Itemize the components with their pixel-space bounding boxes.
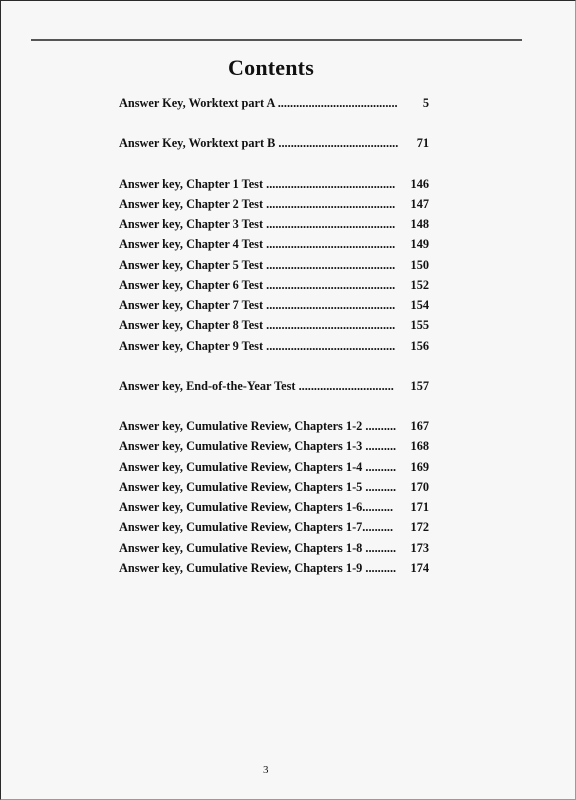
toc-page-number: 147: [410, 196, 429, 211]
toc-row: [119, 133, 429, 153]
section-gap: [119, 356, 429, 376]
toc-entry: Answer key, Chapter 4 Test ..........................................: [119, 237, 396, 252]
toc-entry: Answer Key, Worktext part B .......................................: [119, 136, 399, 151]
section-gap: [119, 154, 429, 174]
page-title: Contents: [228, 55, 314, 80]
toc-page-number: 154: [410, 298, 429, 312]
toc-page-number: 152: [410, 277, 429, 292]
toc-row: [119, 376, 429, 396]
toc-page-number: 173: [410, 540, 429, 555]
toc-row: [119, 517, 429, 537]
toc-entry: Answer key, Chapter 8 Test ..........................................: [119, 318, 396, 333]
toc-entry: Answer key, Cumulative Review, Chapters 1-3 ..........: [119, 439, 397, 454]
toc-entry: Answer Key, Worktext part A .......................................: [119, 96, 398, 110]
toc-row: [119, 174, 429, 194]
toc-page-number: 167: [410, 419, 429, 433]
toc-page-number: 71: [416, 136, 429, 151]
toc-row: [119, 497, 429, 517]
header-rule: [31, 39, 522, 41]
toc-page-number: 155: [410, 318, 429, 333]
toc-page-number: 148: [410, 217, 429, 231]
toc-row: [119, 315, 429, 335]
toc-page-number: 146: [410, 176, 429, 191]
toc-page-number: 156: [410, 338, 429, 353]
toc-row: [119, 275, 429, 295]
toc-page-number: 172: [410, 520, 429, 535]
toc-entry: Answer key, Chapter 9 Test ..........................................: [119, 338, 396, 353]
toc-row: [119, 194, 429, 214]
toc-row: [119, 538, 429, 558]
toc-entry: Answer key, Chapter 3 Test ..........................................: [119, 217, 396, 231]
toc-entry: Answer key, Cumulative Review, Chapters 1-4 ..........: [119, 459, 397, 474]
toc-page-number: 150: [410, 257, 429, 272]
toc-row: [119, 214, 429, 234]
toc-entry: Answer key, Chapter 7 Test ..........................................: [119, 298, 396, 312]
toc-entry: Answer key, Cumulative Review, Chapters 1-5 ..........: [119, 479, 397, 494]
toc-entry: Answer key, Cumulative Review, Chapters 1-6..........: [119, 500, 394, 514]
toc-entry: Answer key, Cumulative Review, Chapters 1-2 ..........: [119, 419, 397, 433]
toc-entry: Answer key, Cumulative Review, Chapters 1-9 ..........: [119, 560, 397, 575]
toc-row: [119, 477, 429, 497]
toc-page-number: 174: [410, 560, 429, 575]
toc-row: [119, 558, 429, 578]
toc-row: [119, 457, 429, 477]
toc-entry: Answer key, Chapter 1 Test ..........................................: [119, 176, 396, 191]
page-number: 3: [263, 764, 269, 776]
toc-entry: Answer key, End-of-the-Year Test ...............................: [119, 378, 394, 393]
toc-row: [119, 336, 429, 356]
section-gap: [119, 113, 429, 133]
toc-page-number: 171: [410, 500, 429, 514]
toc-entry: Answer key, Chapter 2 Test ..........................................: [119, 196, 396, 211]
table-of-contents: [119, 93, 429, 578]
toc-entry: Answer key, Chapter 5 Test ..........................................: [119, 257, 396, 272]
toc-page-number: 149: [410, 237, 429, 252]
toc-page-number: 169: [410, 459, 429, 474]
section-gap: [119, 396, 429, 416]
toc-entry: Answer key, Cumulative Review, Chapters 1-8 ..........: [119, 540, 397, 555]
toc-entry: Answer key, Chapter 6 Test ..........................................: [119, 277, 396, 292]
toc-page-number: 5: [422, 96, 429, 110]
toc-page-number: 168: [410, 439, 429, 454]
toc-page-number: 170: [410, 479, 429, 494]
toc-row: [119, 93, 429, 113]
toc-page-number: 157: [410, 378, 429, 393]
toc-row: [119, 255, 429, 275]
toc-entry: Answer key, Cumulative Review, Chapters 1-7..........: [119, 520, 394, 535]
toc-row: [119, 436, 429, 456]
toc-row: [119, 234, 429, 254]
toc-row: [119, 295, 429, 315]
toc-row: [119, 416, 429, 436]
